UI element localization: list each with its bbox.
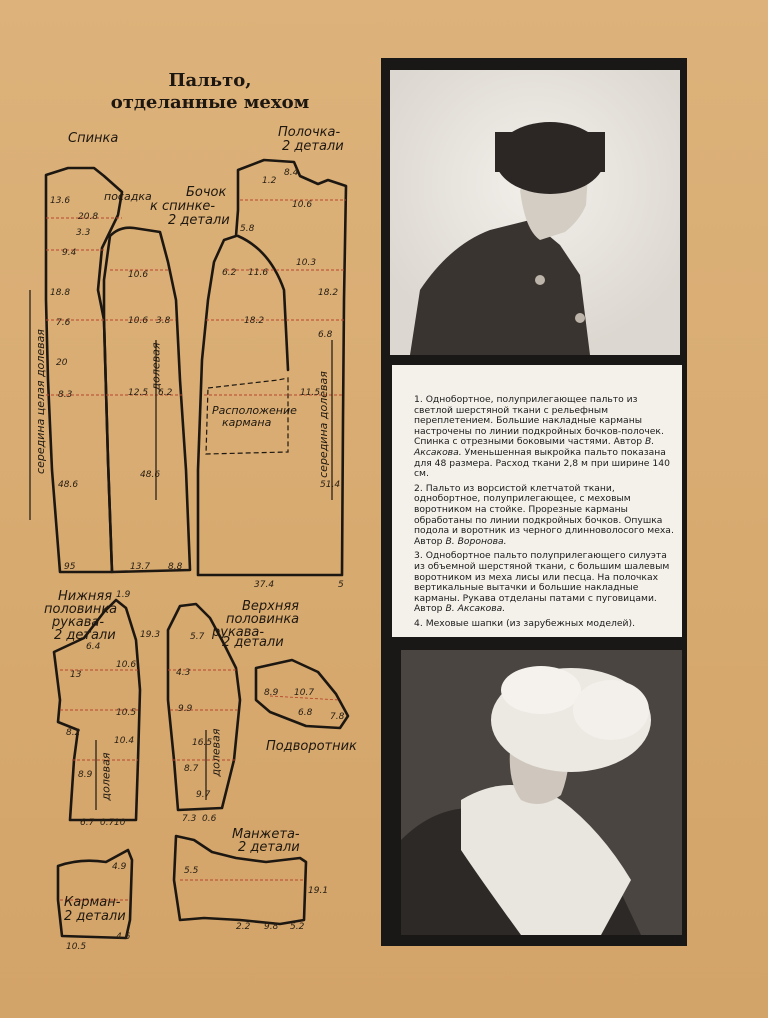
label-cuff-2: 2 детали	[238, 840, 300, 855]
label-grain-upper-sleeve: долевая	[209, 728, 223, 777]
dim: 48.6	[140, 470, 161, 480]
dim: 12.5	[128, 388, 149, 398]
dim: 8.4	[284, 168, 299, 178]
label-side-1: Бочок	[186, 185, 227, 200]
label-lower-sleeve-3: рукава-	[52, 615, 105, 630]
dim: 18.2	[318, 288, 339, 298]
dim: 6.2	[222, 268, 237, 278]
dim: 5.2	[290, 922, 305, 932]
dim: 6.4	[86, 642, 101, 652]
dim: 18.8	[50, 288, 71, 298]
label-center-front: середина долевая	[316, 371, 330, 478]
label-side-3: 2 детали	[168, 213, 230, 228]
dim: 13.7	[130, 562, 151, 572]
photo-fur-hat-coat	[390, 70, 680, 355]
dim: 8.7	[184, 764, 199, 774]
dim: 8.2	[66, 728, 81, 738]
label-upper-sleeve-3: рукава-	[212, 625, 265, 640]
label-pocket-1: Карман-	[64, 895, 121, 910]
dim: 3.8	[156, 316, 171, 326]
label-center-back: середина целая долевая	[33, 329, 47, 474]
label-cuff-1: Манжета-	[232, 827, 300, 842]
dim: 6.8	[318, 330, 333, 340]
label-lower-sleeve-1: Нижняя	[58, 589, 113, 604]
label-front: Полочка-	[278, 125, 341, 140]
label-easing: посадка	[104, 190, 152, 203]
title-line-1: Пальто,	[168, 70, 252, 91]
dim: 4.3	[176, 668, 191, 678]
dim: 8.9	[264, 688, 279, 698]
label-side-2: к спинке-	[150, 199, 216, 214]
dim: 10.5	[66, 942, 87, 952]
label-pocket-position-1: Расположение	[212, 404, 297, 417]
dim: 0.7	[100, 818, 115, 828]
dim: 9.9	[178, 704, 193, 714]
dim: 18.2	[244, 316, 265, 326]
dim: 0.6	[202, 814, 217, 824]
label-back: Спинка	[68, 131, 119, 146]
dim: 8.9	[78, 770, 93, 780]
label-lower-sleeve-2: половинка	[44, 602, 118, 617]
dim: 5	[338, 580, 344, 590]
label-upper-sleeve-1: Верхняя	[242, 599, 300, 614]
dim: 7.8	[330, 712, 345, 722]
dim: 8.3	[58, 390, 73, 400]
dim: 4.9	[112, 862, 127, 872]
dim: 1.9	[116, 590, 131, 600]
dim: 9.7	[196, 790, 211, 800]
dim: 20.8	[78, 212, 99, 222]
label-pocket-2: 2 детали	[64, 909, 126, 924]
dim: 48.6	[58, 480, 79, 490]
dim: 10	[114, 818, 126, 828]
dim: 7.3	[182, 814, 197, 824]
dim: 13.6	[50, 196, 71, 206]
description-item-3: 3. Однобортное пальто полуприлегающего силуэта из объемной шерстяной ткани, с большим шалевым воротником из меха лисы или песца. На полочках вертикальные вытачки и большие накладные карманы. Рукава отделаны патами с пуговицами. Автор В. Аксакова.	[414, 550, 670, 615]
dim: 6.2	[158, 388, 173, 398]
description-item-4: 4. Меховые шапки (из зарубежных моделей).	[414, 617, 635, 629]
dim: 10.6	[128, 316, 149, 326]
dim: 10.7	[294, 688, 315, 698]
dim: 37.4	[254, 580, 275, 590]
dim: 6.7	[80, 818, 95, 828]
label-upper-sleeve-4: 2 детали	[222, 635, 284, 650]
dim: 4.6	[116, 932, 131, 942]
dim: 13	[70, 670, 82, 680]
dim: 95	[64, 562, 76, 572]
dim: 5.7	[190, 632, 205, 642]
dim: 11.6	[248, 268, 269, 278]
dim: 10.5	[116, 708, 137, 718]
dim: 10.6	[292, 200, 313, 210]
dim: 5.5	[184, 866, 199, 876]
dim: 19.3	[140, 630, 161, 640]
label-lower-sleeve-4: 2 детали	[54, 628, 116, 643]
dim: 9.4	[62, 248, 77, 258]
dim: 8.8	[168, 562, 183, 572]
dim: 6.8	[298, 708, 313, 718]
dim: 11.5	[300, 388, 321, 398]
dim: 16.5	[192, 738, 213, 748]
label-undercollar: Подворотник	[266, 739, 357, 754]
dim: 10.6	[128, 270, 149, 280]
dim: 20	[56, 358, 68, 368]
label-front-details: 2 детали	[282, 139, 344, 154]
dim: 10.6	[116, 660, 137, 670]
dim: 9.8	[264, 922, 279, 932]
dim: 19.1	[308, 886, 329, 896]
dim: 3.3	[76, 228, 91, 238]
label-grain-lower-sleeve: долевая	[99, 752, 113, 801]
photo-white-fur-hat	[401, 650, 682, 935]
label-upper-sleeve-2: половинка	[226, 612, 300, 627]
label-pocket-position-2: кармана	[222, 416, 272, 429]
dim: 2.2	[236, 922, 251, 932]
dim: 1.2	[262, 176, 277, 186]
title-line-2: отделанные мехом	[110, 92, 310, 113]
description-panel	[392, 365, 682, 637]
description-text	[414, 395, 676, 633]
label-grain-side: долевая	[149, 342, 163, 391]
description-item-2: 2. Пальто из ворсистой клетчатой ткани, однобортное, полуприлегающее, с меховым воротником на стойке. Прорезные карманы обработаны по линии подкройных бочков. Опушка подола и воротник из черного длинноволосого меха. Автор В. Воронова.	[414, 482, 674, 547]
dim: 5.8	[240, 224, 255, 234]
description-item-1: 1. Однобортное, полуприлегающее пальто из светлой шерстяной ткани с рельефным переплетением. Большие накладные карманы настрочены по линии подкройных бочков-полочек. Спинка с отрезными боковыми частями. Автор В. Аксакова. Уменьшенная выкройка пальто показана для 48 размера. Расход ткани 2,8 м при ширине 140 см.	[414, 394, 670, 480]
dim: 10.3	[296, 258, 317, 268]
dim: 7.6	[56, 318, 71, 328]
dim: 51.4	[320, 480, 341, 490]
dim: 10.4	[114, 736, 135, 746]
